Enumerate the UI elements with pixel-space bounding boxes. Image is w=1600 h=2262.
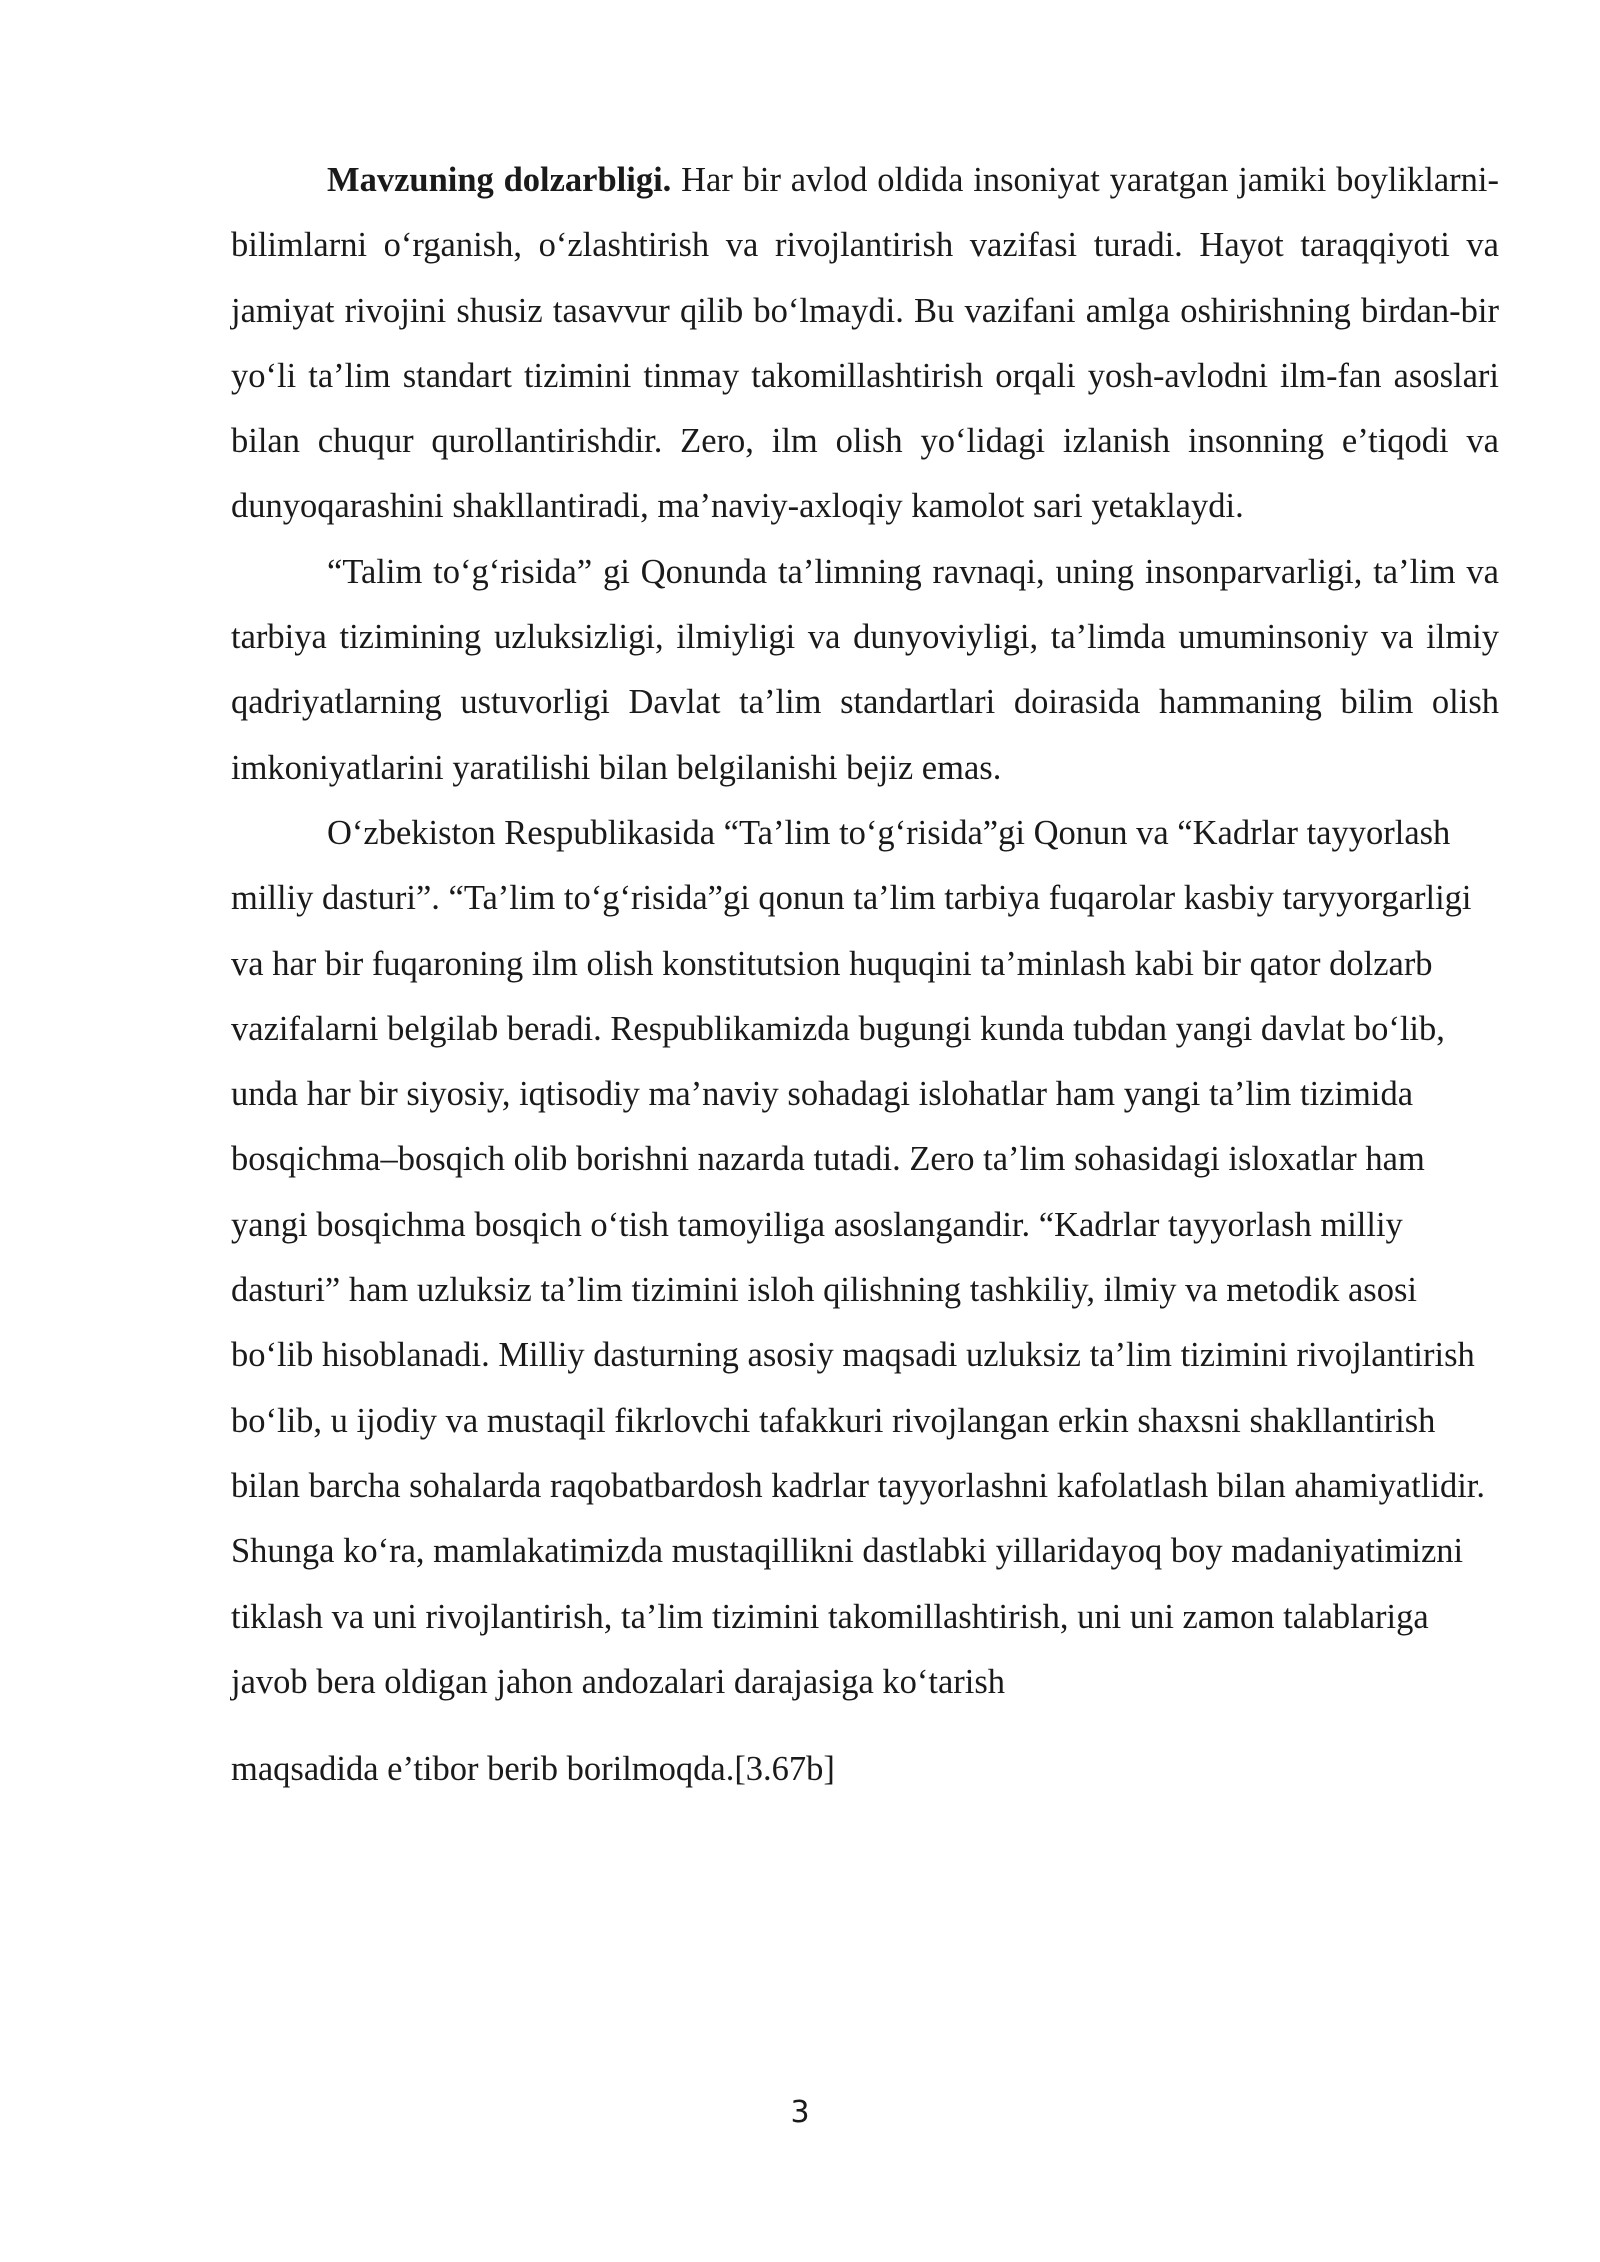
- paragraph-closing-line: maqsadida e’tibor berib borilmoqda.[3.67b]: [231, 1750, 835, 1789]
- paragraph-education-law: “Talim to‘g‘risida” gi Qonunda ta’limning ravnaqi, uning insonparvarligi, ta’lim va tarbiya tizimining uzluksizligi, ilmiyligi va dunyoviyligi, ta’limda umuminsoniy va ilmiy qadriyatlarning ustuvorligi Davlat ta’lim standartlari doirasida hammaning bilim olish imkoniyatlarini yaratilishi bilan belgilanishi bejiz emas.: [231, 552, 1499, 787]
- paragraph-national-program: O‘zbekiston Respublikasida “Ta’lim to‘g‘risida”gi Qonun va “Kadrlar tayyorlash milliy dasturi”. “Ta’lim to‘g‘risida”gi qonun ta’lim tarbiya fuqarolar kasbiy taryyorgarligi va har bir fuqaroning ilm olish konstitutsion huquqini ta’minlash kabi bir qator dolzarb vazifalarni belgilab beradi. Respublikamizda bugungi kunda tubdan yangi davlat bo‘lib, unda har bir siyosiy, iqtisodiy ma’naviy sohadagi islohatlar ham yangi ta’lim tizimida bosqichma–bosqich olib borishni nazarda tutadi. Zero ta’lim sohasidagi isloxatlar ham yangi bosqichma bosqich o‘tish tamoyiliga asoslangandir. “Kadrlar tayyorlash milliy dasturi” ham uzluksiz ta’lim tizimini isloh qilishning tashkiliy, ilmiy va metodik asosi bo‘lib hisoblanadi. Milliy dasturning asosiy maqsadi uzluksiz ta’lim tizimini rivojlantirish bo‘lib, u ijodiy va mustaqil fikrlovchi tafakkuri rivojlangan erkin shaxsni shakllantirish bilan barcha sohalarda raqobatbardosh kadrlar tayyorlashni kafolatlash bilan ahamiyatlidir. Shunga ko‘ra, mamlakatimizda mustaqillikni dastlabki yillaridayoq boy madaniyatimizni tiklash va uni rivojlantirish, ta’lim tizimini takomillashtirish, uni uni zamon talablariga javob bera oldigan jahon andozalari darajasiga ko‘tarish: [231, 813, 1486, 1701]
- body-text: [231, 148, 1499, 1802]
- page-number: 3: [790, 2095, 810, 2130]
- paragraph-1-text: Har bir avlod oldida insoniyat yaratgan jamiki boyliklarni- bilimlarni o‘rganish, o‘zlashtirish va rivojlantirish vazifasi turadi. Hayot taraqqiyoti va jamiyat rivojini shusiz tasavvur qilib bo‘lmaydi. Bu vazifani amlga oshirishning birdan-bir yo‘li ta’lim standart tizimini tinmay takomillashtirish orqali yosh-avlodni ilm-fan asoslari bilan chuqur qurollantirishdir. Zero, ilm olish yo‘lidagi izlanish insonning e’tiqodi va dunyoqarashini shakllantiradi, ma’naviy-axloqiy kamolot sari yetaklaydi.: [231, 161, 1499, 526]
- paragraph-relevance: [231, 148, 1499, 540]
- section-heading-lead: Mavzuning dolzarbligi.: [327, 161, 672, 199]
